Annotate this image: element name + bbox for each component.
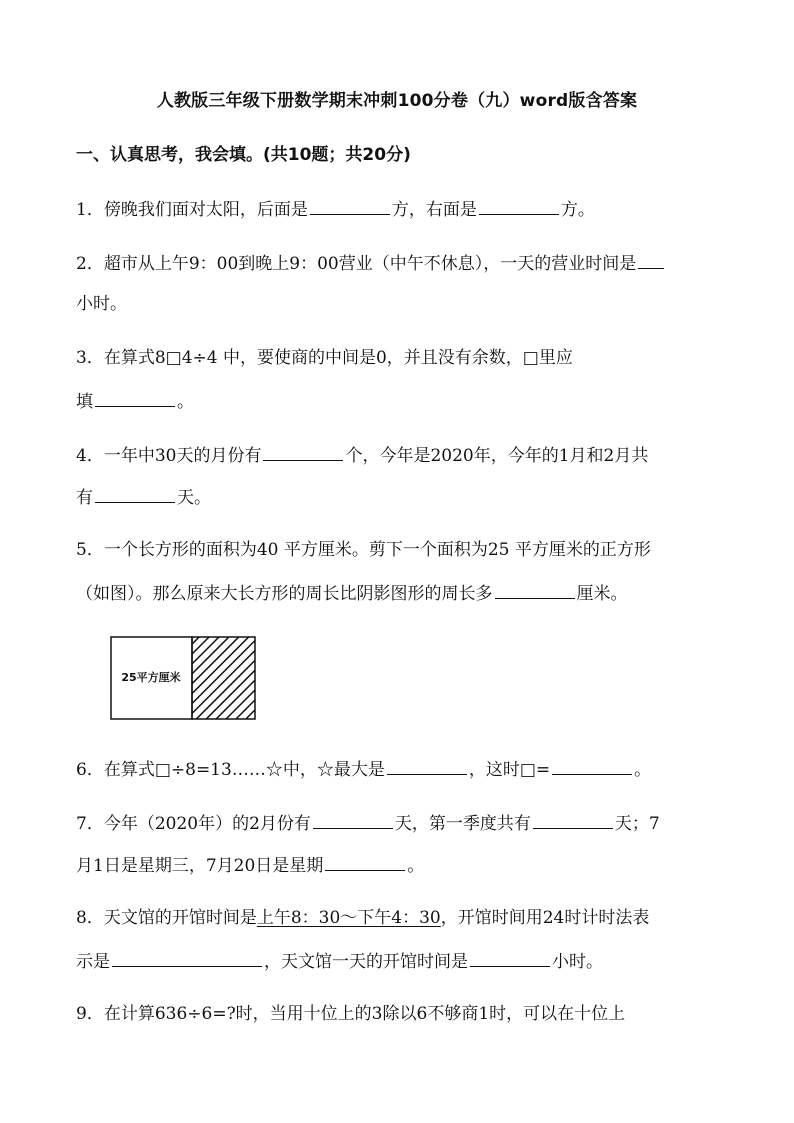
question-5-cont: （如图）。那么原来大长方形的周长比阴影图形的周长多 厘米。 <box>76 580 628 606</box>
rectangle-figure <box>110 636 256 724</box>
page-title: 人教版三年级下册数学期末冲刺100分卷（九）word版含答案 <box>156 91 638 111</box>
answer-blank[interactable] <box>112 948 262 967</box>
answer-blank[interactable] <box>95 484 175 503</box>
question-6: 6．在算式□÷8=13……☆中，☆最大是 ，这时□= 。 <box>76 756 651 782</box>
question-1: 1．傍晚我们面对太阳，后面是 方，右面是 方。 <box>76 196 595 222</box>
question-5: 5．一个长方形的面积为40 平方厘米。剪下一个面积为25 平方厘米的正方形 <box>76 540 651 560</box>
question-4-cont: 有 天。 <box>76 484 211 510</box>
figure-label: 25平方厘米 <box>121 671 181 684</box>
answer-blank[interactable] <box>310 196 390 215</box>
answer-blank[interactable] <box>470 948 550 967</box>
answer-blank[interactable] <box>479 196 559 215</box>
answer-blank[interactable] <box>263 442 343 461</box>
question-3: 3．在算式8□4÷4 中，要使商的中间是0，并且没有余数，□里应 <box>76 348 573 368</box>
answer-blank[interactable] <box>495 580 575 599</box>
question-8-cont: 示是 ，天文馆一天的开馆时间是 小时。 <box>76 948 603 974</box>
underlined-hours: 上午8：30～下午4：30 <box>256 908 441 928</box>
question-3-cont: 填 。 <box>76 388 194 414</box>
question-4: 4．一年中30天的月份有 个，今年是2020年，今年的1月和2月共 <box>76 442 648 468</box>
answer-blank[interactable] <box>313 810 393 829</box>
answer-blank[interactable] <box>552 756 632 775</box>
question-8: 8．天文馆的开馆时间是上午8：30～下午4：30，开馆时间用24时计时法表 <box>76 908 650 928</box>
question-2: 2．超市从上午9：00到晚上9：00营业（中午不休息），一天的营业时间是 <box>76 250 666 276</box>
answer-blank[interactable] <box>387 756 467 775</box>
question-9: 9．在计算636÷6=?时，当用十位上的3除以6不够商1时，可以在十位上 <box>76 1004 626 1024</box>
section-heading: 一、认真思考，我会填。(共10题；共20分) <box>76 145 411 165</box>
question-7: 7．今年（2020年）的2月份有 天，第一季度共有 天；7 <box>76 810 660 836</box>
shaded-region <box>192 637 255 719</box>
answer-blank[interactable] <box>95 388 175 407</box>
question-7-cont: 月1日是星期三，7月20日是星期 。 <box>76 852 424 878</box>
answer-blank[interactable] <box>638 250 664 269</box>
answer-blank[interactable] <box>325 852 405 871</box>
answer-blank[interactable] <box>533 810 613 829</box>
question-2-cont: 小时。 <box>76 294 127 314</box>
